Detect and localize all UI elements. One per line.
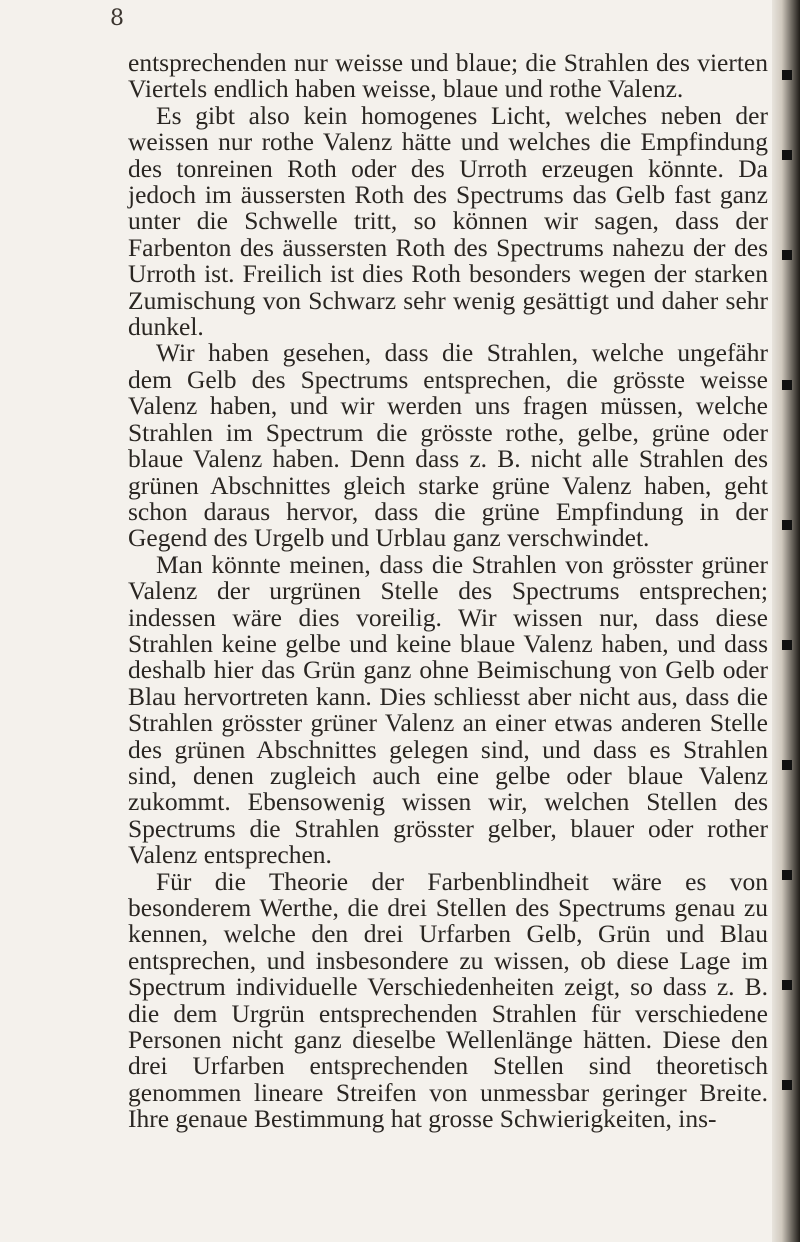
paragraph-4: Man könnte meinen, dass die Strahlen von grösster grüner Valenz der urgrünen Stelle des Spectrums entsprechen; indessen wäre dies voreilig. Wir wissen nur, dass diese Strahlen keine gelbe und keine blaue Valenz haben, und dass deshalb hier das Grün ganz ohne Beimischung von Gelb oder Blau hervortreten kann. Dies schliesst aber nicht aus, dass die Strahlen grösster grüner Valenz an einer etwas anderen Stelle des grünen Abschnittes gelegen sind, und dass es Strahlen sind, denen zugleich auch eine gelbe oder blaue Valenz zukommt. Ebensowenig wissen wir, welchen Stellen des Spectrums die Strahlen grösster gelber, blauer oder rother Valenz entsprechen.: [128, 549, 768, 870]
edge-mark: [782, 760, 792, 770]
page-number: 8: [110, 6, 124, 31]
edge-mark: [782, 980, 792, 990]
edge-mark: [782, 250, 792, 260]
paragraph-5: Für die Theorie der Farbenblindheit wäre es von besonderem Werthe, die drei Stellen des Spectrums genau zu kennen, welche den drei Urfarben Gelb, Grün und Blau entsprechen, und insbesondere zu wissen, ob diese Lage im Spectrum individuelle Verschiedenheiten zeigt, so dass z. B. die dem Urgrün entsprechenden Strahlen für verschiedene Personen nicht ganz dieselbe Wellenlänge hätten. Diese den drei Urfarben entsprechenden Stellen sind theoretisch genommen lineare Streifen von unmessbar geringer Breite. Ihre genaue Bestimmung hat grosse Schwierigkeiten, ins-: [128, 866, 768, 1134]
edge-mark: [782, 520, 792, 530]
edge-mark: [782, 870, 792, 880]
edge-mark: [782, 380, 792, 390]
edge-mark: [782, 150, 792, 160]
edge-mark: [782, 1080, 792, 1090]
paragraph-3: Wir haben gesehen, dass die Strahlen, welche ungefähr dem Gelb des Spectrums entsprechen, die grösste weisse Valenz haben, und wir werden uns fragen müssen, welche Strahlen im Spectrum die grösste rothe, gelbe, grüne oder blaue Valenz haben. Denn dass z. B. nicht alle Strahlen des grünen Abschnittes gleich starke grüne Valenz haben, geht schon daraus hervor, dass die grüne Empfindung in der Gegend des Urgelb und Urblau ganz verschwindet.: [128, 338, 768, 553]
paragraph-1: entsprechenden nur weisse und blaue; die Strahlen des vierten Viertels endlich haben weisse, blaue und rothe Valenz.: [128, 48, 768, 104]
edge-mark: [782, 640, 792, 650]
edge-mark: [782, 70, 792, 80]
paragraph-2: Es gibt also kein homogenes Licht, welches neben der weissen nur rothe Valenz hätte und welches die Empfindung des tonreinen Roth oder des Urroth erzeugen könnte. Da jedoch im äussersten Roth des Spectrums das Gelb fast ganz unter die Schwelle tritt, so können wir sagen, dass der Farbenton des äussersten Roth des Spectrums nahezu der des Urroth ist. Freilich ist dies Roth besonders wegen der starken Zumischung von Schwarz sehr wenig gesättigt und daher sehr dunkel.: [128, 100, 768, 342]
body-text: [128, 50, 768, 1133]
page-edge-shadow: [772, 0, 800, 1242]
